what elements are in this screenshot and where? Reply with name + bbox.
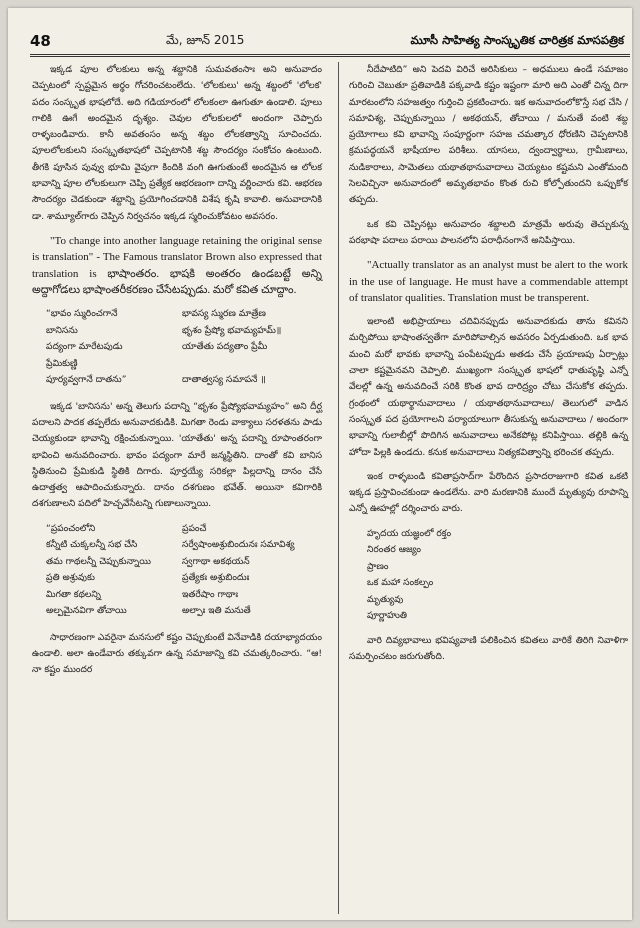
poem-translation-pair bbox=[32, 306, 322, 389]
magazine-title: మూసీ సాహిత్య సాంస్కృతిక చారిత్రక మాసపత్రిక bbox=[410, 32, 624, 47]
poem-line-telugu: కన్నీటి చుక్కలన్నీ సభ చేసి bbox=[46, 540, 138, 551]
english-quote: "Actually translator as an analyst must be alert to the work in the use of language. He must have a commendable attempt of translator qualities. Translation must be transperent. bbox=[348, 259, 628, 304]
poem-line: నిరంతర ఆజ్యం bbox=[366, 545, 422, 556]
poem-line: హృదయ యజ్ఞంలో రక్తం bbox=[366, 528, 452, 539]
poem-line-telugu: మిగతా కథలన్ని bbox=[46, 589, 101, 600]
poem-line-sanskrit: అల్పాః ఇతి మనుతే bbox=[182, 606, 251, 617]
poem-line-telugu: పద్యంగా మారేటపుడు bbox=[46, 342, 123, 353]
left-column bbox=[32, 62, 322, 914]
paragraph: ఒక కవి చెప్పినట్లు అనువాదం శబ్దాలది మాత్రమే అరువు తెచ్చుకున్న పరభాషా పదాలు పరాయి పాలనలోని పరాధీనంగానే అనిపిస్తాయి. bbox=[348, 219, 628, 246]
paragraph: ఇలాంటి అభిప్రాయాలు చదివినప్పుడు అనువాదకుడు తాను కవినని మర్చిపోయి భాషాంతస్వతేగా మారిపోవాల్సిన అవసరం ఏర్పడుతుంది. ఒక భావ మంచి మరో భావకు భావాన్ని పంపేటప్పుడు అతడు చేసే ప్రయాణపు ఏర్పాట్లు చాలా కష్టమైనవని చెప్పాలి. ముఖ్యంగా సంస్కృత భాషలో ధాతుపృష్ఠి ఎన్నో వేలల్లో ఉన్న అనువదించే సరికి కొంత భావ దారిద్ర్యం చోటు చేసుకోక తప్పదు. గ్రంథంలో యథార్థానువాదాలు / యథాతథానువాదాలు/ తెలుగులో వాడిన సంస్కృత పద ప్రయోగాలని పర్యాయాలుగా తీసుకున్న అనువాదాలు / అందంగా భావాన్ని గులాబీల్లో పొదిగిన అనువాదాలు అనేకపోట్ల కనిపిస్తాయి. తల్లికి ఉన్న హోదా పిల్లకి ఉండదు. కనుక అనువాదాలు నిత్యకవిత్వాన్ని భరించక తప్పదు. bbox=[348, 317, 628, 458]
poem-line-sanskrit: ఇతరేషాం గాథాః bbox=[182, 589, 239, 600]
poem-line-sanskrit: సర్వేషాంఅశ్రుబిందునః సమావిశ్య bbox=[182, 540, 295, 551]
poem-line: ఒక మహా సంకల్పం bbox=[366, 578, 434, 589]
right-column bbox=[349, 62, 628, 914]
page-header bbox=[30, 28, 630, 57]
poem-line-sanskrit: భృశం ప్రేష్యో భవామ్యహమ్॥ bbox=[182, 325, 282, 336]
paragraph: వారి దివ్యభావాలు భవిష్యవాణి పలికించిన కవితలు వారికే తిరిగి నివాళిగా సమర్పించటం జరుగుతోంది. bbox=[348, 635, 628, 663]
page-number: 48 bbox=[30, 32, 51, 50]
poem-line-sanskrit: భావస్య స్మురణ మాత్రేణ bbox=[182, 309, 266, 320]
paragraph: నీదేపాటిది” అని పెదవి విరిచే అరిసికులు – అధములు ఉండే సమాజం గురించి చెబుతూ ప్రతివాడికి పక్కవాడి కష్టం ఇష్టంగా మారి అది ఎంతో చిన్న దిగా మారటంలోని సహజత్వం గుర్తించి ప్రకటించారు. ఇక అనువాదంలోకొస్తే సభ చేసి / సమావిశ్య, చెప్పుకున్నాయి / అకథయన్, తోచాయి / మనుతే వంటి శబ్ద ప్రయోగాలు కవి భావాన్ని సంపూర్ణంగా సహజ చమత్కార ధోరణిని చెప్పటానికి క్రమపద్ధయనే భాషీయాల పరిశీలు. యాసలు, ద్వంద్వార్థాలు, గ్రామీణాలు, నుడికారాలు, సామెతలు యథాతథానువాదాలు చెయ్యటం కష్టమని ఎంతోమంది సెలవిచ్చినా అనువాదంలో అమృతభావం కొంత రుచి కోల్పోతుందని ఒప్పుకోక తప్పదు. bbox=[348, 65, 628, 206]
poem-translation-pair bbox=[32, 521, 322, 620]
poem-line-telugu: ప్రతి అశ్రువుకు bbox=[46, 573, 95, 584]
poem-line-telugu: బానిసను bbox=[46, 325, 78, 336]
poem-line-telugu: ప్రేమికుణ్ణి bbox=[46, 358, 78, 369]
magazine-page bbox=[8, 8, 632, 920]
issue-date: మే, జూన్ 2015 bbox=[166, 32, 245, 47]
poem-line-sanskrit bbox=[182, 356, 322, 373]
poem-line: మృత్యువు bbox=[366, 594, 404, 605]
poem-line: ప్రాణం bbox=[366, 561, 389, 572]
poem-line-telugu: “ప్రపంచంలోని bbox=[46, 523, 96, 534]
poem-line-telugu: తమ గాథలన్నీ చెప్పుకున్నాయి bbox=[46, 556, 151, 567]
poem-line-telugu: పూర్యవ్వగానే దాతను” bbox=[46, 375, 127, 386]
column-divider bbox=[338, 62, 339, 914]
paragraph: ఇక్కడ పూల లోలకులు అన్న శబ్దానికి సుమవతంసాః అని అనువాదం చెప్పటంలో స్పష్టమైన అర్థం గోచరించటంలేదు. 'లోలకులు' అన్న శబ్దంలో 'లోలక' పదం సంస్కృత భాషలోదే. అది గడియారంలో లోలకంలా ఊగుతూ ఉండాలి. పూలు గాలికి ఊగే అందమైన దృశ్యం. చెవుల లోలకులలో అందంగా చెప్పారు రాళ్ళబండివారు. కానీ అవతంసం అన్న శబ్దం లోలకత్వాన్ని సూచించదు. పూలలోలకులని సంస్కృతభాషలో చెప్పటానికి శబ్ద సౌందర్యం సంకోచం ఉంటుంది. తీగకి పూసిన పువ్వు భూమి వైపుగా కిందికి వంగి ఊగుతుంటే అందమైన ఆ లోలక భావాన్ని పూల లోలకులుగా చెప్పి ప్రత్యేక ఆభరణంగా దాన్ని వర్ణించారు కవి. ఆభరణ సౌందర్యం చెడకుండా శబ్దాన్ని ప్రయోగించడానికి విశేష కృషి కావాలి. అనువాదానికి డా. శామ్యూల్‌గారు చెప్పిన నిర్వచనం ఇక్కడ స్మరించుకోవటం అవసరం. bbox=[32, 65, 322, 222]
poem-line-sanskrit: ప్రపంచే bbox=[182, 523, 207, 534]
poem-line: పూర్ణాహుతి bbox=[366, 611, 407, 622]
poem-line-telugu: “భావం స్మురించగానే bbox=[46, 309, 118, 320]
poem-line-sanskrit: యాతేతు పద్యతాం ప్రేమీ bbox=[182, 342, 268, 353]
poem bbox=[367, 526, 628, 625]
paragraph: ఇక్కడ 'బానిసను' అన్న తెలుగు పదాన్ని “భృశం ప్రేష్యోభవామ్యహం” అని దీర్ఘ పదాలని పాదక తప్పలేదు అనువాదకుడికి. మిగతా రెండు వాక్యాలు సరళతను పాడు చెయ్యకుండా భావాన్ని రక్షించుకున్నాయి. 'యాతేతు' అన్న పదాన్ని రూపాంతరంగా భావించి అనువదించారు. భావం పద్యంగా మారే జన్మస్థితిని. దాంతో కవి బానిస స్థితినుంచి ప్రేమికుడి స్థితికి దిగారు. పూర్తయ్యే సరికల్లా పిల్లదాన్ని దానం చేసే ఉదాత్తత్వ ఆపాదించుకున్నారు. దానం దశగుణం భవేత్. అయినా కవిగారికి దశగుణాలని పదిలో హెచ్చవేసేటన్ని గుణాలున్నాయి. bbox=[32, 401, 322, 510]
poem-line-sanskrit: దాతాత్వస్య సమాపనే ॥ bbox=[182, 375, 266, 386]
paragraph: సాధారణంగా ఎవరైనా మనసులో కష్టం చెప్పుకుంటే వినేవాడికి దయాభ్యాదయం ఉండాలి. అలా ఉండేవారు తక్కువగా ఉన్న సమాజాన్ని కవి చమత్కరించారు. “ఆ! నా కష్టం ముందర bbox=[32, 632, 322, 676]
poem-line-telugu: అల్పమైనవిగా తోచాయి bbox=[46, 606, 127, 617]
article-body bbox=[32, 62, 628, 914]
paragraph: ఇంక రాళ్ళబండి కవితాప్రసాద్‌గా పేరొందిన ప్రసాదరాజుగారి కవిత ఒకటి ఇక్కడ ప్రస్తావించకుండా ఉండలేను. వారి మరణానికి ముందే మృత్యువు రూపాన్ని ఎన్నో ఊహల్లో దర్శించారు వారు. bbox=[348, 471, 628, 515]
poem-line-sanskrit: ప్రత్యేకః అశ్రుబిందుః bbox=[182, 573, 250, 584]
poem-line-sanskrit: స్వగాథా అకథయన్ bbox=[182, 556, 250, 567]
english-quote: "To change into another language retaining the original sense is translation" - The Famous translator Brown also expressed that translation is భాషాంతరం. భాషకి అంతరం ఉండబట్టే అన్ని అద్దాగోడలు భాషాంతరీకరణం చేసేటప్పుడు. మరో కవిత చూద్దాం. bbox=[32, 234, 322, 296]
